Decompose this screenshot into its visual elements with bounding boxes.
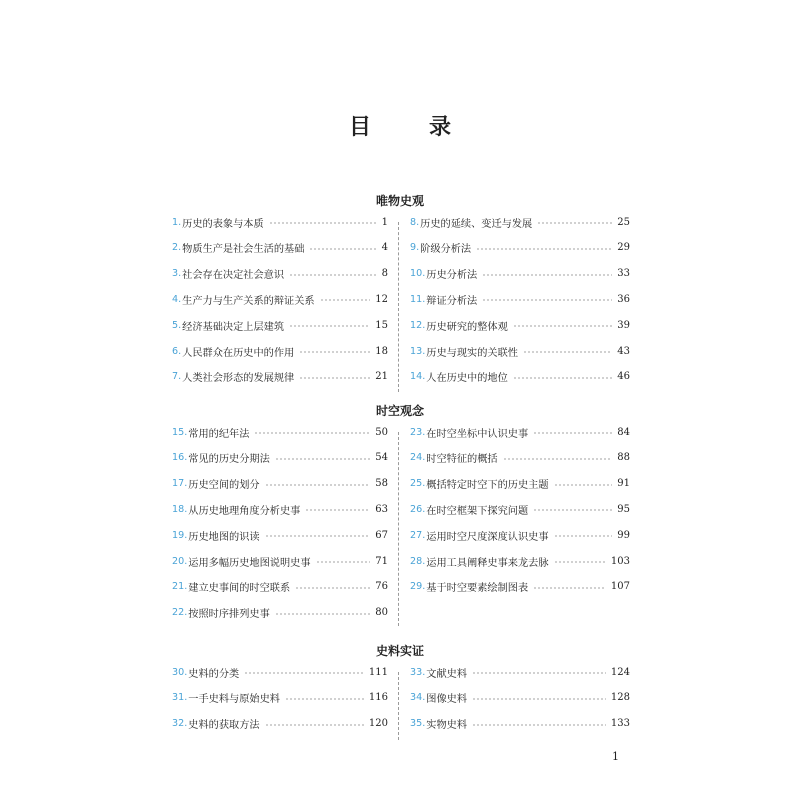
dot-leader	[289, 274, 377, 276]
entry-title: 图像史料	[426, 694, 468, 706]
toc-entry[interactable]	[172, 214, 388, 230]
entry-page: 50	[375, 426, 388, 438]
dot-leader	[472, 698, 606, 700]
entry-page: 33	[617, 268, 630, 280]
entry-number: 27.	[410, 529, 426, 541]
entry-title: 从历史地理角度分析史事	[188, 505, 301, 517]
dot-leader	[265, 484, 371, 486]
entry-number: 29.	[410, 581, 426, 593]
entry-page: 99	[617, 529, 630, 541]
dot-leader	[523, 351, 612, 353]
toc-entry[interactable]	[410, 317, 630, 333]
dot-leader	[254, 432, 370, 434]
toc-entry[interactable]	[172, 527, 388, 543]
entry-title: 物质生产是社会生活的基础	[182, 244, 305, 256]
entry-number: 32.	[172, 718, 188, 730]
entry-number: 7.	[172, 371, 182, 383]
entry-page: 36	[617, 293, 630, 305]
entry-number: 35.	[410, 718, 426, 730]
dot-leader	[244, 672, 364, 674]
toc-entry[interactable]	[410, 291, 630, 307]
entry-number: 14.	[410, 371, 426, 383]
entry-number: 13.	[410, 345, 426, 357]
dot-leader	[537, 222, 612, 224]
entry-title: 历史的延续、变迁与发展	[420, 218, 533, 230]
entry-title: 运用工具阐释史事来龙去脉	[426, 557, 549, 569]
entry-title: 概括特定时空下的历史主题	[426, 480, 549, 492]
entry-page: 88	[617, 452, 630, 464]
entry-title: 历史空间的划分	[188, 480, 260, 492]
entry-title: 人类社会形态的发展规律	[182, 373, 295, 385]
entry-title: 历史的表象与本质	[182, 218, 264, 230]
entry-title: 基于时空要素绘制图表	[426, 583, 529, 595]
entry-number: 10.	[410, 268, 426, 280]
entry-page: 67	[375, 529, 388, 541]
entry-page: 46	[617, 371, 630, 383]
entry-title: 历史与现实的关联性	[426, 347, 518, 359]
column-divider	[398, 672, 399, 740]
entry-title: 运用时空尺度深度认识史事	[426, 531, 549, 543]
entry-page: 25	[617, 216, 630, 228]
dot-leader	[309, 248, 376, 250]
entry-number: 6.	[172, 345, 182, 357]
dot-leader	[275, 458, 371, 460]
entry-page: 21	[375, 371, 388, 383]
dot-leader	[299, 351, 370, 353]
toc-entry[interactable]	[172, 690, 388, 706]
toc-entry[interactable]	[410, 716, 630, 732]
toc-entry[interactable]	[172, 450, 388, 466]
toc-entry[interactable]	[172, 579, 388, 595]
toc-entry[interactable]	[410, 369, 630, 385]
entry-page: 120	[368, 718, 388, 730]
dot-leader	[482, 274, 612, 276]
entry-number: 5.	[172, 319, 182, 331]
toc-entry[interactable]	[410, 553, 630, 569]
entry-number: 24.	[410, 452, 426, 464]
toc-entry[interactable]	[172, 240, 388, 256]
entry-number: 25.	[410, 478, 426, 490]
dot-leader	[533, 432, 612, 434]
entry-number: 16.	[172, 452, 188, 464]
dot-leader	[503, 458, 613, 460]
entry-title: 辩证分析法	[426, 295, 478, 307]
toc-entry[interactable]	[410, 424, 630, 440]
dot-leader	[554, 561, 606, 563]
entry-page: 103	[610, 555, 630, 567]
entry-page: 91	[617, 478, 630, 490]
entry-number: 9.	[410, 242, 420, 254]
dot-leader	[316, 561, 371, 563]
entry-page: 124	[610, 666, 630, 678]
entry-page: 133	[610, 718, 630, 730]
entry-title: 按照时序排列史事	[188, 609, 270, 621]
entry-number: 17.	[172, 478, 188, 490]
entry-page: 18	[375, 345, 388, 357]
entry-title: 一手史料与原始史料	[188, 694, 280, 706]
entry-page: 58	[375, 478, 388, 490]
entry-page: 76	[375, 581, 388, 593]
entry-title: 人在历史中的地位	[426, 373, 508, 385]
toc-entry[interactable]	[172, 501, 388, 517]
entry-title: 生产力与生产关系的辩证关系	[182, 295, 315, 307]
dot-leader	[265, 535, 371, 537]
entry-title: 实物史料	[426, 720, 468, 732]
entry-title: 常用的纪年法	[188, 428, 250, 440]
dot-leader	[513, 377, 613, 379]
entry-title: 运用多幅历史地图说明史事	[188, 557, 311, 569]
dot-leader	[533, 509, 612, 511]
entry-number: 31.	[172, 692, 188, 704]
entry-number: 12.	[410, 319, 426, 331]
toc-entry[interactable]	[410, 214, 630, 230]
entry-title: 史料的分类	[188, 668, 240, 680]
dot-leader	[285, 698, 364, 700]
dot-leader	[295, 587, 370, 589]
toc-entry[interactable]	[172, 291, 388, 307]
entry-number: 19.	[172, 529, 188, 541]
entry-page: 43	[617, 345, 630, 357]
entry-number: 18.	[172, 503, 188, 515]
page-title: 目 录	[348, 114, 469, 140]
dot-leader	[289, 325, 370, 327]
entry-page: 128	[610, 692, 630, 704]
entry-page: 12	[375, 293, 388, 305]
entry-number: 30.	[172, 666, 188, 678]
toc-entry[interactable]	[172, 553, 388, 569]
dot-leader	[476, 248, 612, 250]
dot-leader	[533, 587, 606, 589]
column-divider	[398, 222, 399, 392]
toc-entry[interactable]	[410, 343, 630, 359]
toc-entry[interactable]	[410, 476, 630, 492]
entry-number: 1.	[172, 216, 182, 228]
toc-entry[interactable]	[172, 343, 388, 359]
page-number: 1	[612, 750, 619, 763]
entry-number: 21.	[172, 581, 188, 593]
entry-number: 4.	[172, 293, 182, 305]
entry-page: 95	[617, 503, 630, 515]
entry-number: 2.	[172, 242, 182, 254]
entry-number: 23.	[410, 426, 426, 438]
toc-entry[interactable]	[410, 450, 630, 466]
entry-page: 71	[375, 555, 388, 567]
entry-number: 22.	[172, 607, 188, 619]
entry-page: 15	[375, 319, 388, 331]
toc-entry[interactable]	[410, 240, 630, 256]
toc-entry[interactable]	[172, 716, 388, 732]
entry-title: 史料的获取方法	[188, 720, 260, 732]
entry-title: 时空特征的概括	[426, 454, 498, 466]
toc-entry[interactable]	[410, 690, 630, 706]
entry-number: 33.	[410, 666, 426, 678]
entry-title: 文献史料	[426, 668, 468, 680]
entry-page: 39	[617, 319, 630, 331]
toc-entry[interactable]	[172, 369, 388, 385]
toc-entry[interactable]	[172, 317, 388, 333]
dot-leader	[554, 484, 613, 486]
dot-leader	[472, 724, 606, 726]
entry-title: 在时空框架下探究问题	[426, 505, 529, 517]
toc-entry[interactable]	[410, 266, 630, 282]
entry-page: 80	[375, 607, 388, 619]
entry-page: 116	[368, 692, 388, 704]
dot-leader	[554, 535, 613, 537]
dot-leader	[482, 299, 612, 301]
column-divider	[398, 432, 399, 626]
entry-page: 107	[610, 581, 630, 593]
toc-entry[interactable]	[172, 266, 388, 282]
entry-page: 4	[381, 242, 388, 254]
entry-page: 1	[381, 216, 388, 228]
entry-page: 111	[368, 666, 388, 678]
entry-title: 在时空坐标中认识史事	[426, 428, 529, 440]
toc-entry[interactable]	[172, 605, 388, 621]
dot-leader	[269, 222, 377, 224]
toc-entry[interactable]	[410, 579, 630, 595]
toc-entry[interactable]	[410, 664, 630, 680]
toc-entry[interactable]	[172, 664, 388, 680]
entry-title: 历史地图的识读	[188, 531, 260, 543]
toc-entry[interactable]	[410, 527, 630, 543]
dot-leader	[320, 299, 371, 301]
entry-title: 常见的历史分期法	[188, 454, 270, 466]
entry-title: 经济基础决定上层建筑	[182, 321, 285, 333]
entry-number: 3.	[172, 268, 182, 280]
dot-leader	[305, 509, 370, 511]
entry-number: 20.	[172, 555, 188, 567]
entry-number: 26.	[410, 503, 426, 515]
section-heading: 史料实证	[375, 644, 424, 658]
toc-entry[interactable]	[172, 476, 388, 492]
dot-leader	[299, 377, 370, 379]
entry-number: 11.	[410, 293, 426, 305]
entry-number: 15.	[172, 426, 188, 438]
entry-title: 历史研究的整体观	[426, 321, 508, 333]
entry-number: 8.	[410, 216, 420, 228]
entry-title: 建立史事间的时空联系	[188, 583, 291, 595]
entry-number: 28.	[410, 555, 426, 567]
section-heading: 唯物史观	[375, 194, 424, 208]
entry-page: 54	[375, 452, 388, 464]
dot-leader	[265, 724, 364, 726]
entry-title: 历史分析法	[426, 270, 478, 282]
dot-leader	[513, 325, 613, 327]
dot-leader	[275, 613, 371, 615]
entry-title: 人民群众在历史中的作用	[182, 347, 295, 359]
entry-title: 社会存在决定社会意识	[182, 270, 285, 282]
entry-page: 29	[617, 242, 630, 254]
dot-leader	[472, 672, 606, 674]
entry-page: 8	[381, 268, 388, 280]
toc-entry[interactable]	[172, 424, 388, 440]
entry-title: 阶级分析法	[420, 244, 472, 256]
entry-page: 84	[617, 426, 630, 438]
section-heading: 时空观念	[375, 404, 424, 418]
toc-entry[interactable]	[410, 501, 630, 517]
entry-number: 34.	[410, 692, 426, 704]
entry-page: 63	[375, 503, 388, 515]
